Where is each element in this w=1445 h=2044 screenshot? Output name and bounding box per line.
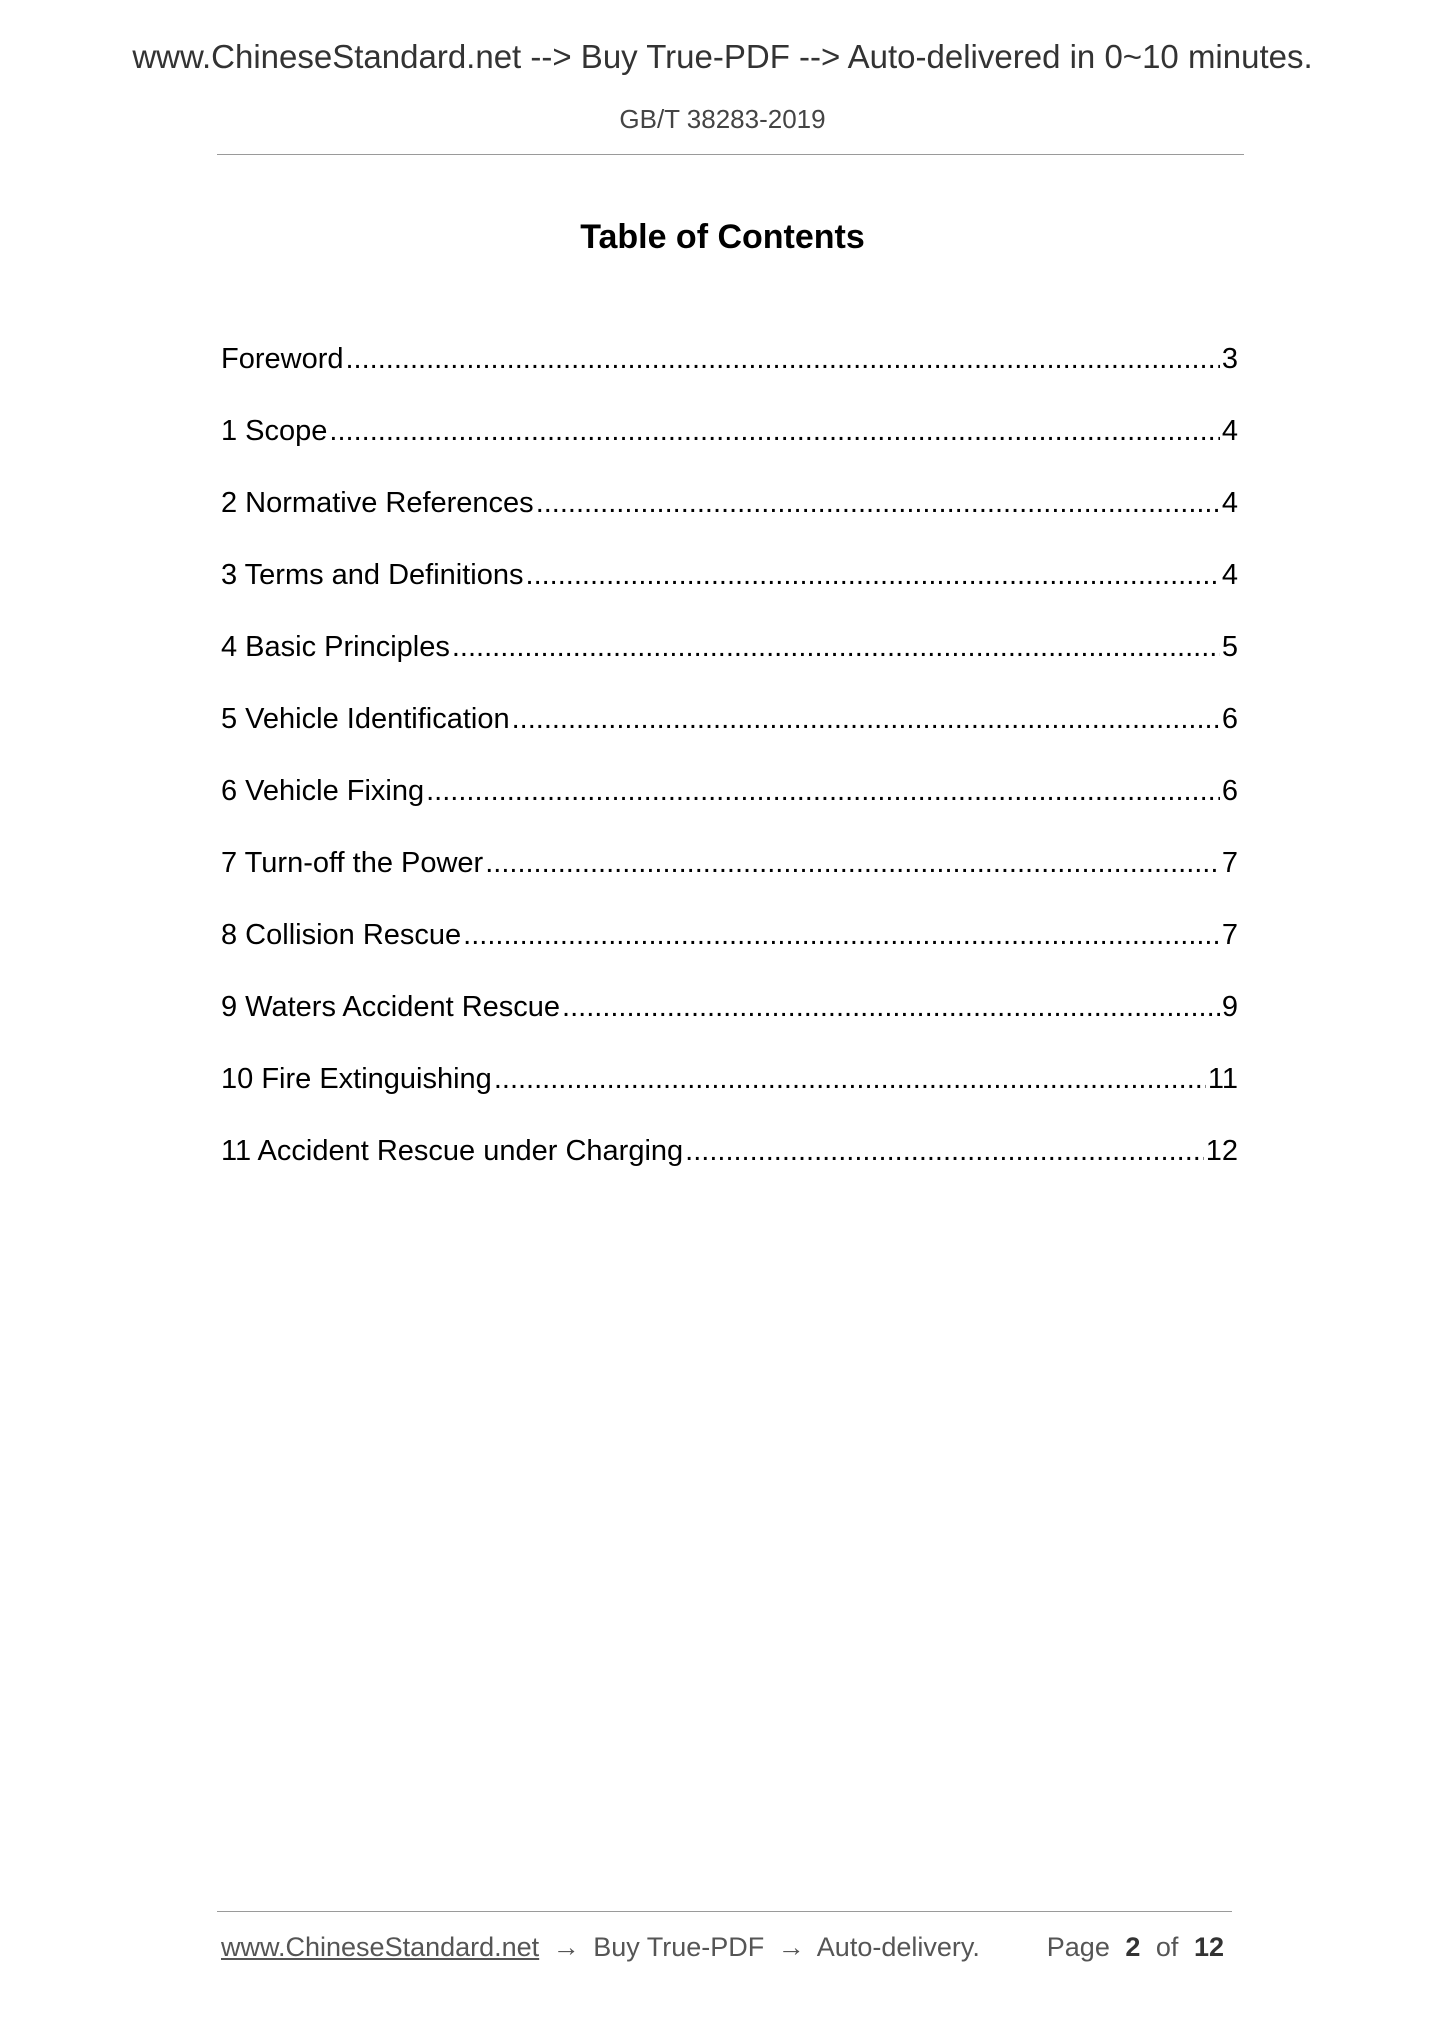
toc-entry-page: 9: [1221, 991, 1238, 1023]
toc-entry-label: 10 Fire Extinguishing: [221, 1063, 492, 1095]
toc-entry-label: Foreword: [221, 343, 344, 375]
toc-entry-label: 8 Collision Rescue: [221, 919, 462, 951]
toc-entry-label: 3 Terms and Definitions: [221, 559, 524, 591]
dot-leader: [485, 844, 1220, 882]
arrow-right-icon: →: [552, 1932, 580, 1962]
document-code: GB/T 38283-2019: [619, 104, 826, 134]
page-of-label: of: [1155, 1932, 1179, 1962]
toc-entry-label: 5 Vehicle Identification: [221, 703, 510, 735]
footer-divider: [217, 1911, 1232, 1912]
page-indicator: [1047, 1932, 1232, 1963]
dot-leader: [346, 340, 1220, 378]
toc-entry-basic-principles[interactable]: [221, 628, 1238, 700]
footer-buy-text: Buy True-PDF: [593, 1932, 765, 1962]
top-banner[interactable]: www.ChineseStandard.net --> Buy True-PDF --> Auto-delivered in 0~10 minutes.: [132, 38, 1313, 75]
toc-entry-page: 7: [1221, 847, 1238, 879]
dot-leader: [494, 1060, 1206, 1098]
toc-entry-page: 12: [1205, 1135, 1238, 1167]
footer-site-link[interactable]: www.ChineseStandard.net: [221, 1932, 540, 1962]
toc-entry-label: 11 Accident Rescue under Charging: [221, 1135, 684, 1167]
header-divider: [217, 154, 1244, 155]
toc-entry-vehicle-fixing[interactable]: [221, 772, 1238, 844]
toc-entry-label: 6 Vehicle Fixing: [221, 775, 425, 807]
toc-entry-page: 3: [1221, 343, 1238, 375]
dot-leader: [685, 1132, 1204, 1170]
dot-leader: [562, 988, 1220, 1026]
dot-leader: [329, 412, 1219, 450]
toc-entry-page: 4: [1221, 487, 1238, 519]
toc-entry-foreword[interactable]: [221, 340, 1238, 412]
toc-entry-terms-and-definitions[interactable]: [221, 556, 1238, 628]
toc-entry-page: 6: [1221, 775, 1238, 807]
toc-list: [221, 340, 1238, 1204]
page-footer: [221, 1932, 1232, 1963]
toc-entry-label: 4 Basic Principles: [221, 631, 450, 663]
toc-entry-page: 11: [1207, 1063, 1238, 1095]
dot-leader: [526, 556, 1220, 594]
dot-leader: [512, 700, 1220, 738]
page-current: 2: [1125, 1932, 1141, 1962]
toc-entry-normative-references[interactable]: [221, 484, 1238, 556]
page-total: 12: [1193, 1932, 1224, 1962]
arrow-right-icon: →: [777, 1932, 805, 1962]
toc-entry-label: 1 Scope: [221, 415, 328, 447]
toc-entry-fire-extinguishing[interactable]: [221, 1060, 1238, 1132]
dot-leader: [463, 916, 1220, 954]
toc-entry-collision-rescue[interactable]: [221, 916, 1238, 988]
dot-leader: [536, 484, 1220, 522]
toc-entry-page: 4: [1221, 559, 1238, 591]
toc-entry-page: 4: [1221, 415, 1238, 447]
toc-entry-accident-rescue-charging[interactable]: [221, 1132, 1238, 1204]
page-label: Page: [1046, 1932, 1110, 1962]
toc-entry-page: 7: [1221, 919, 1238, 951]
toc-entry-label: 7 Turn-off the Power: [221, 847, 484, 879]
toc-entry-label: 2 Normative References: [221, 487, 534, 519]
toc-title: Table of Contents: [580, 218, 865, 256]
toc-entry-page: 5: [1221, 631, 1238, 663]
toc-entry-scope[interactable]: [221, 412, 1238, 484]
toc-entry-label: 9 Waters Accident Rescue: [221, 991, 561, 1023]
toc-entry-turn-off-power[interactable]: [221, 844, 1238, 916]
toc-entry-page: 6: [1221, 703, 1238, 735]
dot-leader: [426, 772, 1220, 810]
toc-entry-waters-accident-rescue[interactable]: [221, 988, 1238, 1060]
footer-delivery-text: Auto-delivery.: [816, 1932, 980, 1962]
toc-entry-vehicle-identification[interactable]: [221, 700, 1238, 772]
dot-leader: [452, 628, 1220, 666]
